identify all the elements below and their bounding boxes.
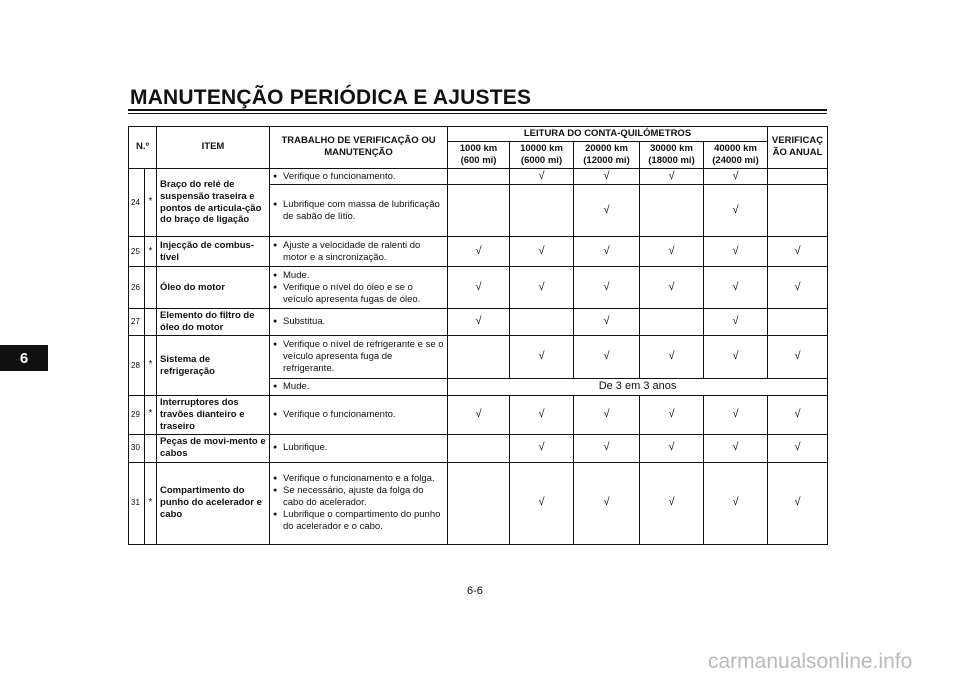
interval-span: De 3 em 3 anos [448, 379, 828, 396]
check-cell: √ [704, 462, 768, 544]
row-number: 31 [129, 462, 145, 544]
check-cell [448, 434, 510, 462]
check-cell: √ [640, 395, 704, 434]
row-item: Injecção de combus-tível [157, 237, 270, 267]
row-asterisk [145, 267, 157, 309]
header-km-1000: 1000 km (600 mi) [448, 141, 510, 168]
table-row [129, 237, 828, 267]
row-number: 28 [129, 336, 145, 396]
check-cell: √ [510, 434, 574, 462]
row-work: ● Verifique o funcionamento e a folga. ● Se necessário, ajuste da folga do cabo do acelerador. ● Lubrifique o compartimento do punho do acelerador e o cabo. [270, 462, 448, 544]
check-cell: √ [448, 395, 510, 434]
check-cell: √ [704, 434, 768, 462]
header-no: N.º [129, 127, 157, 169]
row-asterisk: * [145, 462, 157, 544]
check-cell: √ [574, 462, 640, 544]
table-row [129, 309, 828, 336]
check-cell: √ [448, 309, 510, 336]
check-cell: √ [640, 267, 704, 309]
row-asterisk [145, 434, 157, 462]
row-number: 29 [129, 395, 145, 434]
row-item: Sistema de refrigeração [157, 336, 270, 396]
check-cell: √ [768, 395, 828, 434]
check-cell: √ [768, 462, 828, 544]
check-cell: √ [510, 336, 574, 379]
row-number: 26 [129, 267, 145, 309]
row-number: 30 [129, 434, 145, 462]
check-cell [510, 185, 574, 237]
row-work: ● Mude. ● Verifique o nível do óleo e se o veículo apresenta fugas de óleo. [270, 267, 448, 309]
row-asterisk: * [145, 237, 157, 267]
title-rule [128, 109, 827, 111]
check-cell: √ [640, 168, 704, 185]
check-cell [448, 336, 510, 379]
maintenance-table [128, 126, 828, 545]
check-cell: √ [704, 309, 768, 336]
check-cell: √ [704, 237, 768, 267]
check-cell: √ [574, 267, 640, 309]
check-cell [768, 309, 828, 336]
header-item: ITEM [157, 127, 270, 169]
check-cell: √ [574, 336, 640, 379]
check-cell: √ [704, 336, 768, 379]
row-item: Óleo do motor [157, 267, 270, 309]
check-cell: √ [510, 267, 574, 309]
row-work: ● Lubrifique. [270, 434, 448, 462]
check-cell: √ [704, 267, 768, 309]
check-cell: √ [768, 237, 828, 267]
check-cell [448, 185, 510, 237]
row-number: 24 [129, 168, 145, 237]
check-cell: √ [574, 309, 640, 336]
header-km-20000: 20000 km (12000 mi) [574, 141, 640, 168]
check-cell [448, 168, 510, 185]
check-cell: √ [510, 395, 574, 434]
header-km-10000: 10000 km (6000 mi) [510, 141, 574, 168]
row-item: Elemento do filtro de óleo do motor [157, 309, 270, 336]
table-row [129, 267, 828, 309]
header-odometer: LEITURA DO CONTA-QUILÓMETROS [448, 127, 768, 142]
check-cell [768, 185, 828, 237]
row-number: 25 [129, 237, 145, 267]
header-work: TRABALHO DE VERIFICAÇÃO OU MANUTENÇÃO [270, 127, 448, 169]
chapter-tab: 6 [0, 345, 48, 371]
check-cell: √ [704, 168, 768, 185]
row-number: 27 [129, 309, 145, 336]
check-cell: √ [574, 237, 640, 267]
row-work: ● Verifique o nível de refrigerante e se o veículo apresenta fuga de refrigerante. [270, 336, 448, 379]
check-cell: √ [640, 434, 704, 462]
table-row [129, 462, 828, 544]
header-row [129, 127, 828, 142]
row-item: Braço do relé de suspensão traseira e pontos de articula-ção do braço de ligação [157, 168, 270, 237]
page-title: MANUTENÇÃO PERIÓDICA E AJUSTES [130, 86, 532, 109]
row-work: ● Verifique o funcionamento. [270, 168, 448, 185]
check-cell: √ [704, 185, 768, 237]
table-row [129, 395, 828, 434]
header-annual: VERIFICAÇ ÃO ANUAL [768, 127, 828, 169]
row-asterisk: * [145, 336, 157, 396]
watermark: carmanualsonline.info [708, 650, 913, 673]
check-cell: √ [510, 237, 574, 267]
row-item: Peças de movi-mento e cabos [157, 434, 270, 462]
check-cell: √ [640, 237, 704, 267]
row-asterisk: * [145, 395, 157, 434]
page-number: 6-6 [467, 585, 483, 597]
check-cell: √ [574, 185, 640, 237]
row-work: ● Ajuste a velocidade de ralenti do motor e a sincronização. [270, 237, 448, 267]
title-rule-thin [128, 113, 827, 114]
check-cell [768, 168, 828, 185]
check-cell [640, 185, 704, 237]
check-cell: √ [640, 336, 704, 379]
row-work: ● Lubrifique com massa de lubrificação de sabão de lítio. [270, 185, 448, 237]
check-cell: √ [574, 395, 640, 434]
header-km-30000: 30000 km (18000 mi) [640, 141, 704, 168]
row-work: ● Substitua. [270, 309, 448, 336]
check-cell [510, 309, 574, 336]
check-cell: √ [574, 168, 640, 185]
row-work: ● Verifique o funcionamento. [270, 395, 448, 434]
table-row [129, 434, 828, 462]
row-asterisk: * [145, 168, 157, 237]
check-cell: √ [510, 168, 574, 185]
row-asterisk [145, 309, 157, 336]
check-cell: √ [768, 336, 828, 379]
check-cell: √ [448, 237, 510, 267]
check-cell: √ [768, 434, 828, 462]
check-cell: √ [448, 267, 510, 309]
check-cell [448, 462, 510, 544]
check-cell: √ [510, 462, 574, 544]
table-row [129, 168, 828, 185]
check-cell [640, 309, 704, 336]
row-item: Interruptores dos travões dianteiro e traseiro [157, 395, 270, 434]
table-row [129, 336, 828, 379]
check-cell: √ [768, 267, 828, 309]
header-km-40000: 40000 km (24000 mi) [704, 141, 768, 168]
check-cell: √ [640, 462, 704, 544]
row-item: Compartimento do punho do acelerador e cabo [157, 462, 270, 544]
row-work: ● Mude. [270, 379, 448, 396]
check-cell: √ [704, 395, 768, 434]
check-cell: √ [574, 434, 640, 462]
